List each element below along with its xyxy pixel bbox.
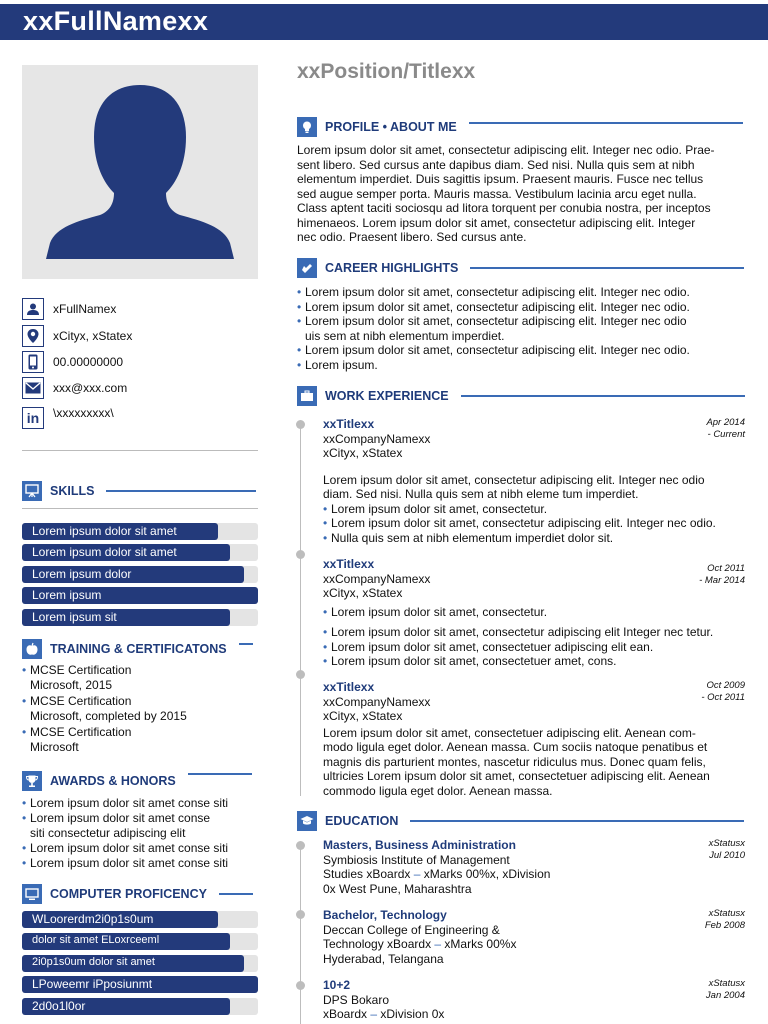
awards-list [22,796,262,871]
award-item-cont: siti consectetur adipiscing elit [30,826,186,840]
job-date [701,680,745,704]
profile-header [297,117,743,137]
award-item: • Lorem ipsum dolor sit amet conse siti [22,796,262,811]
company-name: xxCompanyNamexx [323,571,431,586]
profile-line: sent libero. Sed cursus ante dapibus diam. Sed nisi. Nulla quis sem at nibh [297,157,695,172]
degree-title: Masters, Business Administration [323,838,516,852]
full-name: xxFullNamexx [23,6,209,36]
skill-label: Lorem ipsum dolor [32,567,132,581]
skill-bar [22,609,258,626]
contact-linkedin [22,407,114,429]
skill-label: Lorem ipsum dolor sit amet [32,524,177,538]
career-item: • Lorem ipsum dolor sit amet, consectetur adipiscing elit. Integer nec odio [297,314,747,329]
degree-title: 10+2 [323,978,351,992]
edu-date-text: Jan 2004 [705,990,745,1001]
contact-linkedin-text[interactable]: \xxxxxxxxx\ [53,406,114,420]
career-item: • Lorem ipsum dolor sit amet, consectetur adipiscing elit. Integer nec odio. [297,343,747,358]
training-item-detail: Microsoft [30,740,79,754]
contact-email [22,377,127,399]
skill-bar [22,587,258,604]
institution: Deccan College of Engineering & [323,922,500,937]
training-header [22,639,253,659]
edu-location: 0x West Pune, Maharashtra [323,881,472,896]
career-item: • Lorem ipsum dolor sit amet, consectetur adipiscing elit. Integer nec odio. [297,285,747,300]
edu-detail [323,867,747,882]
training-item-name: • MCSE Certification [22,663,262,678]
computer-bar [22,976,258,993]
timeline-dot [296,420,305,429]
job-desc-line: diam. Sed nisi. Nulla quis sem at nibh eleme tum imperdiet. [323,487,639,501]
edu-detail [323,937,747,952]
edu-marks: xMarks 00%x [441,937,517,951]
computer-label: WLoorerdm2i0p1s0um [32,912,154,926]
date-start: Apr 2014 [706,417,745,428]
awards-title: AWARDS & HONORS [50,774,176,788]
linkedin-icon: in [22,407,44,429]
computer-title: COMPUTER PROFICENCY [50,887,207,901]
edu-date-text: Feb 2008 [704,920,745,931]
edu-board: Studies xBoardx [323,867,414,881]
person-silhouette-icon [22,65,258,279]
career-title: CAREER HIGHLIGHTS [325,261,459,275]
training-item-name: • MCSE Certification [22,725,262,740]
timeline-dot [296,981,305,990]
mail-icon [22,377,44,399]
timeline-dot [296,670,305,679]
profile-title: PROFILE • ABOUT ME [325,120,457,134]
job-location: xCityx, xStatex [323,446,403,460]
computer-header [22,884,253,904]
job-bullet: • Lorem ipsum dolor sit amet, consectetur adipiscing elit Integer nec tetur. [323,625,747,640]
briefcase-icon [297,386,317,406]
job-desc-line: modo ligula eget dolor. Aenean massa. Cum sociis natoque penatibus et [323,740,708,754]
edu-status: xStatusx [708,908,745,919]
date-start: Oct 2011 [707,563,745,574]
timeline-dot [296,910,305,919]
job-date [706,417,745,441]
work-entry [323,680,747,798]
graduation-cap-icon [297,811,317,831]
skills-header [22,481,256,501]
job-bullet: • Lorem ipsum dolor sit amet, consectetur. [323,502,747,517]
edu-marks: xDivision 0x [377,1007,445,1021]
job-date [699,563,745,587]
training-list [22,663,262,755]
skill-label: Lorem ipsum [32,588,102,602]
training-title: TRAINING & CERTIFICATONS [50,642,227,656]
training-item-name: • MCSE Certification [22,694,262,709]
award-item: • Lorem ipsum dolor sit amet conse [22,811,262,826]
section-rule [106,490,256,492]
edu-status: xStatusx [708,978,745,989]
skill-bar [22,523,258,540]
training-item-detail: Microsoft, completed by 2015 [30,709,187,723]
job-bullet: • Lorem ipsum dolor sit amet, consectetur. [323,605,747,620]
edu-marks: xMarks 00%x, xDivision [420,867,551,881]
contact-location-text: xCityx, xStatex [53,329,133,343]
job-desc-line: Lorem ipsum dolor sit amet, consectetuer adipiscing elit. Aenean com- [323,725,696,740]
section-rule [410,820,744,822]
work-entry [323,417,747,545]
computer-bar [22,955,258,972]
section-rule [469,122,743,124]
skill-label: Lorem ipsum dolor sit amet [32,545,177,559]
job-desc-line: Lorem ipsum dolor sit amet, consectetur adipiscing elit. Integer nec odio [323,472,705,487]
company-name: xxCompanyNamexx [323,694,431,709]
profile-line: Class aptent taciti sociosqu ad litora torquent per conubia nostra, per inceptos [297,201,711,215]
skills-title: SKILLS [50,484,95,498]
lightbulb-icon [297,117,317,137]
date-end: - Mar 2014 [699,575,745,586]
header-banner [0,4,768,40]
career-item: • Lorem ipsum. [297,358,747,373]
job-location: xCityx, xStatex [323,586,403,600]
job-desc-line: ultricies Lorem ipsum dolor sit amet, consectetuer adipiscing elit. Aenean [323,769,710,783]
timeline-dot [296,841,305,850]
job-location: xCityx, xStatex [323,709,403,723]
job-bullet: • Nulla quis sem at nibh elementum imperdiet dolor sit. [323,531,747,546]
edu-date [706,978,745,1002]
computer-bar [22,998,258,1015]
education-title: EDUCATION [325,814,399,828]
profile-line: elementum imperdiet. Duis sagittis ipsum. Praesent mauris. Fusce nec tellus [297,172,704,186]
job-desc-line: magnis dis parturient montes, nascetur ridiculus mus. Donec quam felis, [323,754,706,769]
monitor-icon [22,884,42,904]
career-header [297,258,744,278]
profile-line: himenaeos. Lorem ipsum dolor sit amet, consectetur adipiscing elit. Integer [297,215,696,230]
contact-name-text: xFullNamex [53,302,117,316]
work-entry [323,557,747,669]
dash: – [413,867,421,881]
institution: Symbiosis Institute of Management [323,852,510,867]
date-start: Oct 2009 [706,680,745,691]
profile-text [297,143,747,245]
position-title: xxPosition/Titlexx [297,60,476,83]
section-rule [219,893,253,895]
edu-date [705,908,745,932]
computer-label: 2i0p1s0um dolor sit amet [32,956,155,968]
career-item-cont: uis sem at nibh elementum imperdiet. [305,328,505,343]
work-header [297,386,745,406]
institution: DPS Bokaro [323,992,390,1007]
section-rule [461,395,745,397]
job-bullet: • Lorem ipsum dolor sit amet, consectetuer amet, cons. [323,654,747,669]
contact-location [22,325,132,347]
section-rule [239,643,253,645]
date-end: - Current [707,429,745,440]
career-list [297,285,747,372]
edu-date-text: Jul 2010 [709,850,745,861]
job-desc-line: commodo ligula eget dolor. Aenean massa. [323,783,553,798]
dash: – [370,1007,378,1021]
timeline-dot [296,550,305,559]
edu-board: Technology xBoardx [323,937,435,951]
company-name: xxCompanyNamexx [323,431,431,446]
section-rule [188,773,252,775]
job-title: xxTitlexx [323,680,375,694]
contact-email-text[interactable]: xxx@xxx.com [53,381,128,395]
awards-header [22,771,252,791]
education-timeline [300,846,301,1024]
profile-line: sed augue semper porta. Mauris massa. Vestibulum lacinia arcu eget nulla. [297,186,697,201]
skill-bar [22,566,258,583]
job-bullet: • Lorem ipsum dolor sit amet, consectetur adipiscing elit. Integer nec odio. [323,516,747,531]
dash: – [434,937,442,951]
career-item: • Lorem ipsum dolor sit amet, consectetur adipiscing elit. Integer nec odio. [297,300,747,315]
location-pin-icon [22,325,44,347]
degree-title: Bachelor, Technology [323,908,447,922]
education-header [297,811,744,831]
job-title: xxTitlexx [323,557,375,571]
trophy-icon [22,771,42,791]
award-item: • Lorem ipsum dolor sit amet conse siti [22,856,262,871]
contact-name [22,298,116,320]
apple-icon [22,639,42,659]
section-rule [470,267,744,269]
job-bullet: • Lorem ipsum dolor sit amet, consectetuer adipiscing elit ean. [323,640,747,655]
work-title: WORK EXPERIENCE [325,389,449,403]
computer-label: 2d0o1l0or [32,999,86,1013]
phone-icon [22,351,44,373]
computer-bar [22,911,258,928]
profile-line: nec odio. Praesent libero. Sed cursus ante. [297,230,527,244]
date-end: - Oct 2011 [701,692,745,703]
education-entry [323,978,747,1022]
handshake-icon [297,258,317,278]
divider [22,450,258,451]
education-entry [323,838,747,896]
education-entry [323,908,747,966]
computer-label: dolor sit amet ELoxrceeml [32,934,160,946]
user-icon [22,298,44,320]
contact-phone [22,351,123,373]
contact-phone-text: 00.00000000 [53,355,124,369]
computer-label: LPoweemr iPposiunmt [32,977,153,991]
divider [22,508,258,509]
edu-board: xBoardx [323,1007,371,1021]
computer-bar [22,933,258,950]
edu-status: xStatusx [708,838,745,849]
edu-location: Hyderabad, Telangana [323,951,444,966]
skill-bar [22,544,258,561]
training-item-detail: Microsoft, 2015 [30,678,113,692]
work-timeline [300,424,301,796]
edu-detail [323,1007,747,1022]
skill-label: Lorem ipsum sit [32,610,117,624]
edu-date [709,838,745,862]
job-title: xxTitlexx [323,417,375,431]
presentation-icon [22,481,42,501]
award-item: • Lorem ipsum dolor sit amet conse siti [22,841,262,856]
profile-line: Lorem ipsum dolor sit amet, consectetur adipiscing elit. Integer nec odio. Prae- [297,143,715,157]
profile-photo [22,65,258,279]
